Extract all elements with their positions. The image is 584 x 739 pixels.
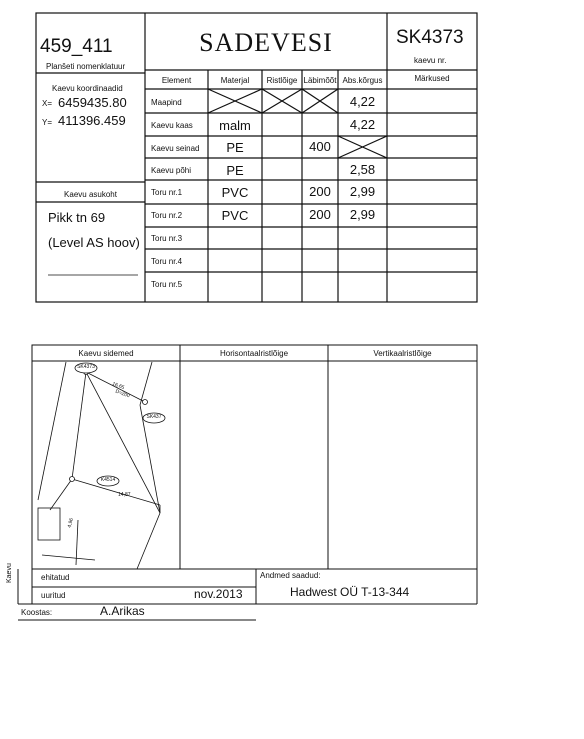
sketch-col-connections: Kaevu sidemed bbox=[78, 349, 134, 358]
sketch-dimension-1b: D=200 bbox=[114, 388, 131, 400]
col-header-height: Abs.kõrgus bbox=[342, 76, 383, 85]
table-row-element: Kaevu kaas bbox=[151, 121, 193, 130]
table-row-diameter: 400 bbox=[309, 139, 331, 154]
sketch-dimension-3: 4,96 bbox=[66, 517, 76, 529]
y-value: 411396.459 bbox=[58, 113, 126, 128]
table-row-material: malm bbox=[219, 118, 251, 133]
sketch-col-vertical: Vertikaalristlõige bbox=[373, 349, 432, 358]
table-row-material: PVC bbox=[221, 185, 249, 200]
col-header-element: Element bbox=[161, 76, 192, 85]
table-row-element: Toru nr.4 bbox=[151, 257, 183, 266]
table-row-material: PE bbox=[226, 140, 244, 155]
table-row-element: Kaevu põhi bbox=[151, 166, 192, 175]
form-title: SADEVESI bbox=[199, 28, 333, 57]
footer-surveyed-label: uuritud bbox=[41, 591, 66, 600]
footer-data-source-label: Andmed saadud: bbox=[260, 571, 321, 580]
table-row-height: 2,58 bbox=[349, 162, 376, 177]
sketch-col-horizontal: Horisontaalristlõige bbox=[219, 349, 289, 358]
map-sheet-number: 459_411 bbox=[40, 36, 113, 57]
table-row-diameter: 200 bbox=[309, 207, 331, 222]
coordinates-label: Kaevu koordinaadid bbox=[52, 84, 123, 93]
y-label: Y= bbox=[42, 118, 53, 127]
location-line2: (Level AS hoov) bbox=[48, 235, 140, 250]
sketch-label-k4514: K4514 bbox=[100, 477, 116, 483]
table-row-element: Maapind bbox=[151, 98, 182, 107]
table-row-diameter: 200 bbox=[309, 184, 331, 199]
footer-built-label: ehitatud bbox=[41, 573, 70, 582]
table-row-element: Toru nr.3 bbox=[151, 234, 183, 243]
table-row-element: Toru nr.1 bbox=[151, 188, 183, 197]
table-row-height: 4,22 bbox=[349, 94, 376, 109]
location-label: Kaevu asukoht bbox=[64, 190, 117, 199]
col-header-diameter: Läbimõõt bbox=[303, 76, 337, 85]
col-header-material: Materjal bbox=[220, 76, 250, 85]
site-sketch bbox=[38, 362, 160, 569]
sketch-label-sk437: SK437 bbox=[146, 414, 162, 420]
table-row-element: Kaevu seinad bbox=[151, 144, 200, 153]
table-row-element: Toru nr.5 bbox=[151, 280, 183, 289]
location-line1: Pikk tn 69 bbox=[48, 210, 106, 225]
sketch-dimension-1: 16,65 bbox=[111, 381, 126, 391]
well-id-label: kaevu nr. bbox=[414, 56, 447, 65]
table-row-height: 2,99 bbox=[349, 184, 376, 199]
table-row-material: PE bbox=[226, 163, 244, 178]
footer-compiled-by-label: Koostas: bbox=[21, 608, 53, 617]
x-value: 6459435.80 bbox=[58, 95, 127, 110]
footer-kaevu-label: Kaevu bbox=[6, 563, 13, 583]
table-row-material: PVC bbox=[221, 208, 249, 223]
sketch-dimension-2: 14,87 bbox=[118, 492, 131, 498]
footer-date: nov.2013 bbox=[194, 587, 243, 601]
table-row-height: 2,99 bbox=[349, 207, 376, 222]
col-header-notes: Märkused bbox=[414, 74, 450, 83]
map-sheet-label: Planšeti nomenklatuur bbox=[46, 62, 126, 71]
well-id: SK4373 bbox=[396, 27, 464, 48]
sketch-label-sk4373: SK4373 bbox=[77, 364, 95, 370]
x-label: X= bbox=[42, 99, 53, 108]
col-header-cross: Ristlõige bbox=[266, 76, 298, 85]
footer-compiled-by-value: A.Arikas bbox=[100, 604, 145, 618]
table-row-element: Toru nr.2 bbox=[151, 211, 183, 220]
footer-data-source-value: Hadwest OÜ T-13-344 bbox=[290, 585, 410, 599]
table-row-height: 4,22 bbox=[349, 117, 376, 132]
